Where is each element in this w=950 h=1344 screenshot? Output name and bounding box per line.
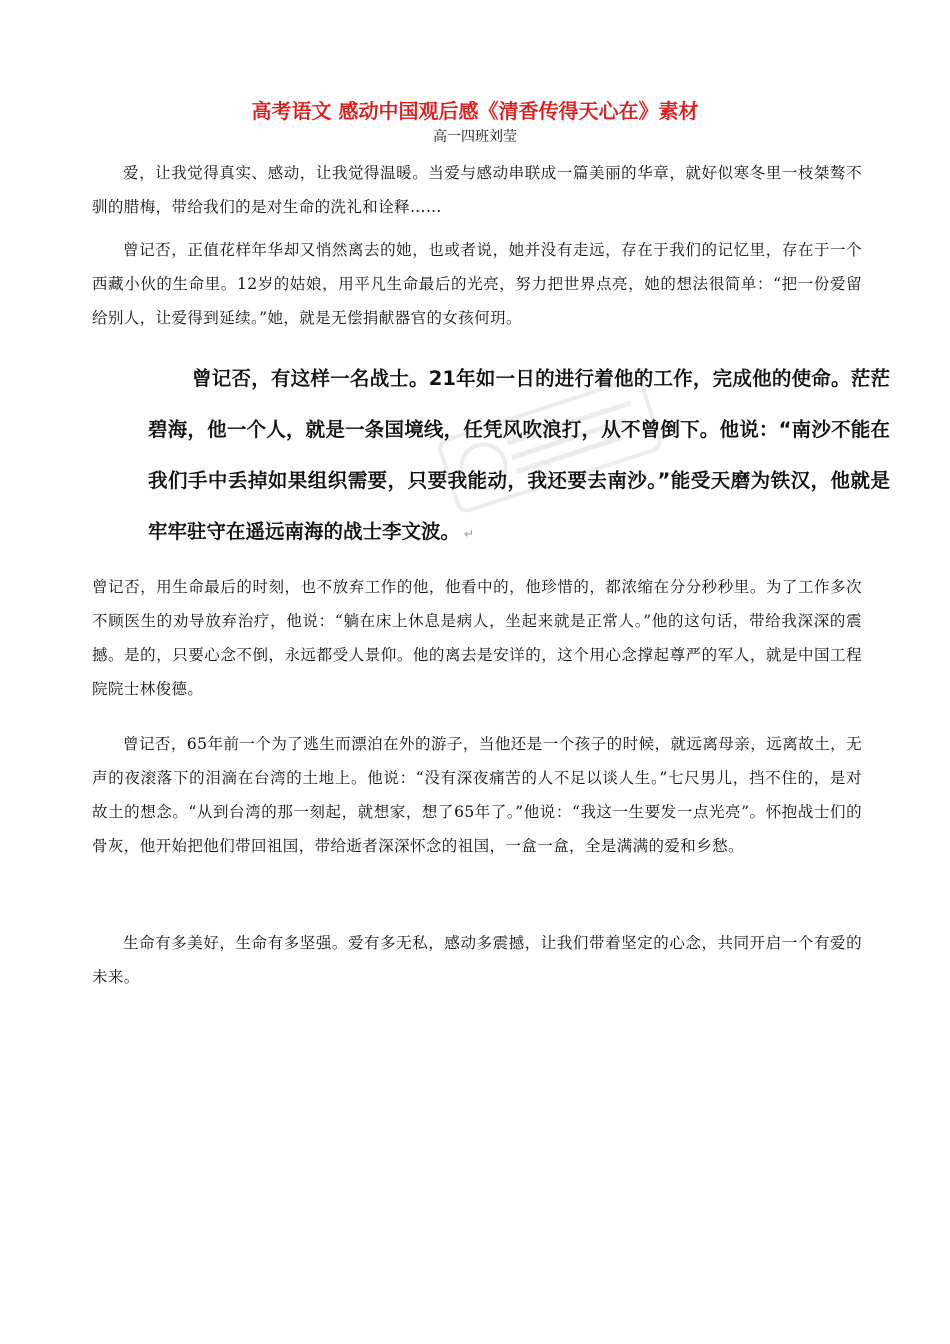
document-title: 高考语文 感动中国观后感《清香传得天心在》素材: [251, 99, 699, 123]
paragraph-intro: 爱，让我觉得真实、感动，让我觉得温暖。当爱与感动串联成一篇美丽的华章，就好似寒冬里一枝桀骜不驯的腊梅，带给我们的是对生命的洗礼和诠释……: [92, 164, 862, 216]
document-author: 高一四班刘莹: [433, 129, 517, 145]
paragraph-homesick-veteran: 曾记否，65年前一个为了逃生而漂泊在外的游子，当他还是一个孩子的时候，就远离母亲，远离故土，无声的夜滚落下的泪滴在台湾的土地上。他说：“没有深夜痛苦的人不足以谈人生。”七尺男儿，挡不住的，是对故土的想念。“从到台湾的那一刻起，就想家，想了65年了。”他说：“我这一生要发一点光亮”。怀抱战士们的骨灰，他开始把他们带回祖国，带给逝者深深怀念的祖国，一盒一盒，全是满满的爱和乡愁。: [92, 735, 862, 855]
paragraph-he-yue: 曾记否，正值花样年华却又悄然离去的她，也或者说，她并没有走远，存在于我们的记忆里，存在于一个西藏小伙的生命里。12岁的姑娘，用平凡生命最后的光亮，努力把世界点亮，她的想法很简单：“把一份爱留给别人，让爱得到延续。”她，就是无偿捐献器官的女孩何玥。: [92, 241, 862, 327]
paragraph-lin-junde: 曾记否，用生命最后的时刻，也不放弃工作的他，他看中的，他珍惜的，都浓缩在分分秒秒里。为了工作多次不顾医生的劝导放弃治疗，他说：“躺在床上休息是病人，坐起来就是正常人。”他的这句话，带给我深深的震撼。是的，只要心念不倒，永远都受人景仰。他的离去是安详的，这个用心念撑起尊严的军人，就是中国工程院院士林俊德。: [92, 578, 862, 698]
paragraph-conclusion: 生命有多美好，生命有多坚强。爱有多无私，感动多震撼，让我们带着坚定的心念，共同开启一个有爱的未来。: [92, 934, 862, 986]
paragraph-return-mark: ↵: [464, 527, 475, 541]
quote-text: 曾记否，有这样一名战士。21年如一日的进行着他的工作，完成他的使命。茫茫碧海，他一个人，就是一条国境线，任凭风吹浪打，从不曾倒下。他说：“南沙不能在我们手中丢掉如果组织需要，只要我能动，我还要去南沙。”能受天磨为铁汉，他就是牢牢驻守在遥远南海的战士李文波。: [148, 367, 890, 543]
quote-li-wenbo: [148, 353, 890, 560]
